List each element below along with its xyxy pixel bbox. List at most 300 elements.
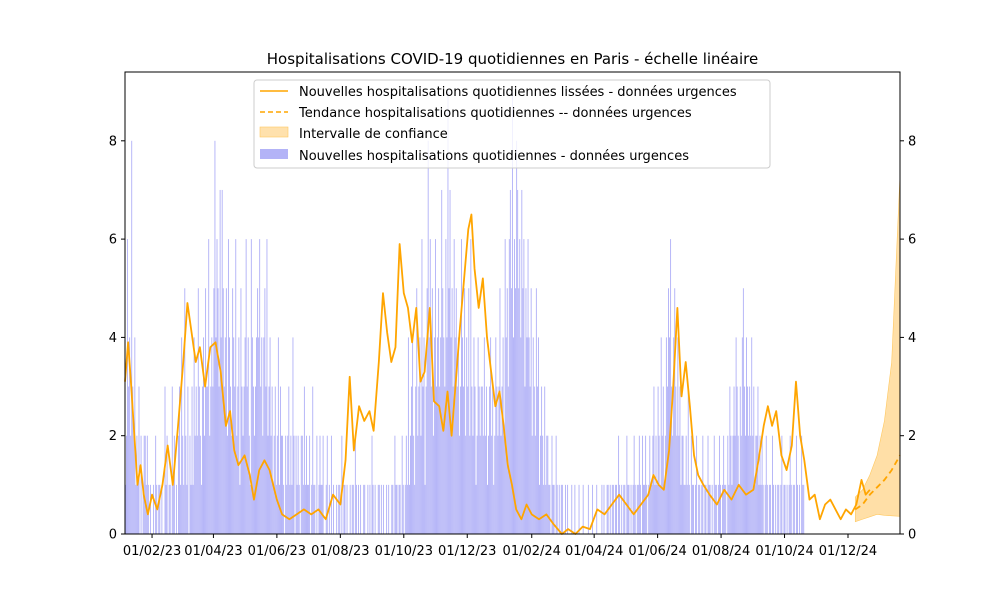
daily-bar xyxy=(744,387,745,534)
daily-bar xyxy=(455,337,456,534)
daily-bar xyxy=(520,337,521,534)
daily-bar xyxy=(740,387,741,534)
daily-bar xyxy=(225,337,226,534)
daily-bar xyxy=(765,485,766,534)
daily-bar xyxy=(191,485,192,534)
daily-bar xyxy=(333,485,334,534)
daily-bar xyxy=(438,288,439,534)
y-tick-label-left: 4 xyxy=(108,330,117,346)
daily-bar xyxy=(769,485,770,534)
daily-bar xyxy=(314,485,315,534)
daily-bar xyxy=(487,485,488,534)
daily-bar xyxy=(567,485,568,534)
daily-bar xyxy=(552,436,553,534)
daily-bar xyxy=(356,485,357,534)
daily-bar xyxy=(660,485,661,534)
daily-bar xyxy=(230,387,231,534)
daily-bar xyxy=(538,337,539,534)
daily-bar xyxy=(457,387,458,534)
daily-bar xyxy=(213,288,214,534)
daily-bar xyxy=(750,436,751,534)
daily-bar xyxy=(174,436,175,534)
x-tick-label: 01/06/24 xyxy=(628,544,687,559)
daily-bar xyxy=(727,436,728,534)
daily-bar xyxy=(308,485,309,534)
daily-bar xyxy=(400,485,401,534)
daily-bar xyxy=(752,436,753,534)
daily-bar xyxy=(289,485,290,534)
daily-bar xyxy=(252,337,253,534)
daily-bar xyxy=(182,436,183,534)
daily-bar xyxy=(626,436,627,534)
daily-bar xyxy=(297,485,298,534)
daily-bar xyxy=(677,337,678,534)
daily-bar xyxy=(378,485,379,534)
daily-bar xyxy=(481,387,482,534)
daily-bar xyxy=(751,337,752,534)
daily-bar xyxy=(446,337,447,534)
daily-bar xyxy=(464,288,465,534)
daily-bar xyxy=(326,485,327,534)
daily-bar xyxy=(176,485,177,534)
daily-bar xyxy=(483,436,484,534)
daily-bar xyxy=(720,485,721,534)
daily-bar xyxy=(763,485,764,534)
daily-bar xyxy=(183,485,184,534)
daily-bar xyxy=(635,485,636,534)
daily-bar xyxy=(381,485,382,534)
daily-bar xyxy=(248,337,249,534)
daily-bar xyxy=(571,485,572,534)
daily-bar xyxy=(748,436,749,534)
y-tick-label-left: 2 xyxy=(108,429,117,445)
daily-bar xyxy=(473,337,474,534)
daily-bar xyxy=(256,337,257,534)
daily-bar xyxy=(723,436,724,534)
daily-bar xyxy=(468,288,469,534)
daily-bar xyxy=(234,387,235,534)
daily-bar xyxy=(155,436,156,534)
daily-bar xyxy=(226,288,227,534)
daily-bar xyxy=(685,485,686,534)
daily-bar xyxy=(403,485,404,534)
legend xyxy=(254,80,770,168)
daily-bar xyxy=(675,387,676,534)
daily-bar xyxy=(534,387,535,534)
daily-bar xyxy=(549,485,550,534)
daily-bar xyxy=(661,337,662,534)
daily-bar xyxy=(731,485,732,534)
daily-bar xyxy=(350,485,351,534)
daily-bar xyxy=(270,337,271,534)
daily-bar xyxy=(742,337,743,534)
daily-bar xyxy=(496,387,497,534)
daily-bar xyxy=(495,337,496,534)
daily-bar xyxy=(360,485,361,534)
daily-bar xyxy=(734,387,735,534)
daily-bar xyxy=(169,485,170,534)
daily-bar xyxy=(373,485,374,534)
daily-bar xyxy=(710,485,711,534)
daily-bar xyxy=(579,485,580,534)
daily-bar xyxy=(198,288,199,534)
daily-bar xyxy=(268,436,269,534)
daily-bar xyxy=(363,485,364,534)
daily-bar xyxy=(259,239,260,534)
daily-bar xyxy=(693,485,694,534)
daily-bar xyxy=(383,485,384,534)
daily-bar xyxy=(633,485,634,534)
daily-bar xyxy=(347,485,348,534)
daily-bar xyxy=(266,239,267,534)
daily-bar xyxy=(445,239,446,534)
daily-bar xyxy=(463,387,464,534)
daily-bar xyxy=(681,485,682,534)
daily-bar xyxy=(443,337,444,534)
daily-bar xyxy=(253,387,254,534)
daily-bar xyxy=(323,436,324,534)
daily-bar xyxy=(133,436,134,534)
daily-bar xyxy=(663,387,664,534)
daily-bar xyxy=(797,485,798,534)
daily-bar xyxy=(178,436,179,534)
daily-bar xyxy=(294,436,295,534)
daily-bar xyxy=(754,485,755,534)
daily-bar xyxy=(559,485,560,534)
daily-bar xyxy=(193,485,194,534)
daily-bar xyxy=(565,485,566,534)
daily-bar xyxy=(261,337,262,534)
daily-bar xyxy=(407,485,408,534)
daily-bar xyxy=(296,436,297,534)
confidence-interval-band xyxy=(855,175,900,522)
legend-label-trend: Tendance hospitalisations quotidiennes -- données urgences xyxy=(299,106,692,121)
daily-bar xyxy=(480,436,481,534)
daily-bar xyxy=(272,387,273,534)
daily-bar xyxy=(423,387,424,534)
daily-bar xyxy=(704,485,705,534)
x-tick-label: 01/12/23 xyxy=(438,544,497,559)
daily-bar xyxy=(206,387,207,534)
y-tick-label-left: 0 xyxy=(108,527,117,543)
daily-bar xyxy=(413,436,414,534)
daily-bar xyxy=(273,485,274,534)
daily-bar xyxy=(275,387,276,534)
x-tick-label: 01/02/23 xyxy=(122,544,182,559)
daily-bar xyxy=(592,485,593,534)
legend-label-smoothed: Nouvelles hospitalisations quotidiennes lissées - données urgences xyxy=(299,85,737,100)
daily-bar xyxy=(222,190,223,534)
daily-bar xyxy=(642,436,643,534)
daily-bar xyxy=(507,288,508,534)
daily-bar xyxy=(537,387,538,534)
daily-bar xyxy=(313,485,314,534)
daily-bar xyxy=(309,436,310,534)
daily-bar xyxy=(793,485,794,534)
daily-bar xyxy=(454,239,455,534)
daily-bar xyxy=(263,337,264,534)
daily-bar xyxy=(190,436,191,534)
daily-bar xyxy=(526,288,527,534)
daily-bar xyxy=(211,337,212,534)
daily-bar xyxy=(644,485,645,534)
daily-bar xyxy=(150,485,151,534)
daily-bar xyxy=(392,485,393,534)
x-tick-label: 01/08/24 xyxy=(691,544,751,559)
daily-bar xyxy=(281,436,282,534)
daily-bar xyxy=(657,485,658,534)
daily-bar xyxy=(736,337,737,534)
daily-bar xyxy=(504,436,505,534)
x-tick-label: 01/04/23 xyxy=(184,544,243,559)
daily-bar xyxy=(735,436,736,534)
confidence-band-layer xyxy=(855,175,900,522)
daily-bar xyxy=(523,239,524,534)
x-tick-label: 01/10/24 xyxy=(755,544,814,559)
daily-bar xyxy=(231,436,232,534)
daily-bar xyxy=(312,387,313,534)
daily-bar xyxy=(624,485,625,534)
daily-bar xyxy=(684,485,685,534)
daily-bar xyxy=(498,387,499,534)
daily-bar xyxy=(202,387,203,534)
daily-bar xyxy=(415,387,416,534)
daily-bar xyxy=(243,436,244,534)
daily-bar xyxy=(345,485,346,534)
daily-bar xyxy=(796,436,797,534)
daily-bar xyxy=(666,337,667,534)
daily-bar xyxy=(283,485,284,534)
daily-bar xyxy=(772,436,773,534)
daily-bar xyxy=(199,387,200,534)
daily-bar xyxy=(282,436,283,534)
daily-bar xyxy=(221,337,222,534)
daily-bar xyxy=(194,337,195,534)
daily-bar xyxy=(257,288,258,534)
daily-bar xyxy=(410,436,411,534)
daily-bar xyxy=(634,436,635,534)
daily-bar xyxy=(612,485,613,534)
daily-bar xyxy=(431,387,432,534)
daily-bar xyxy=(733,436,734,534)
y-tick-label-right: 6 xyxy=(908,232,917,248)
daily-bar xyxy=(755,436,756,534)
daily-bar xyxy=(482,387,483,534)
daily-bar xyxy=(249,436,250,534)
daily-bar xyxy=(799,485,800,534)
daily-bar xyxy=(239,485,240,534)
daily-bar xyxy=(432,288,433,534)
daily-bar xyxy=(255,387,256,534)
daily-bar xyxy=(718,485,719,534)
x-tick-label: 01/04/24 xyxy=(564,544,624,559)
daily-bar xyxy=(701,485,702,534)
daily-bar xyxy=(493,485,494,534)
daily-bar xyxy=(339,485,340,534)
x-tick-label: 01/02/24 xyxy=(502,544,561,559)
daily-bar xyxy=(450,190,451,534)
daily-bar xyxy=(170,485,171,534)
daily-bar xyxy=(386,485,387,534)
daily-bar xyxy=(501,436,502,534)
daily-bar xyxy=(352,485,353,534)
daily-bar xyxy=(682,436,683,534)
daily-bar xyxy=(153,485,154,534)
daily-bar xyxy=(613,485,614,534)
daily-bar xyxy=(467,387,468,534)
y-tick-label-right: 8 xyxy=(908,134,917,150)
x-tick-label: 01/10/23 xyxy=(374,544,433,559)
daily-bar xyxy=(465,436,466,534)
daily-bar xyxy=(652,436,653,534)
daily-bar xyxy=(442,288,443,534)
daily-bar xyxy=(716,485,717,534)
daily-bar xyxy=(458,337,459,534)
daily-bar xyxy=(506,337,507,534)
daily-bar xyxy=(759,485,760,534)
daily-bar xyxy=(715,485,716,534)
daily-bar xyxy=(388,485,389,534)
y-tick-label-right: 2 xyxy=(908,429,917,445)
daily-bar xyxy=(336,485,337,534)
daily-bar xyxy=(258,337,259,534)
daily-bar xyxy=(514,239,515,534)
daily-bar xyxy=(196,387,197,534)
daily-bar xyxy=(417,436,418,534)
daily-bar xyxy=(557,485,558,534)
daily-bar xyxy=(773,485,774,534)
daily-bar xyxy=(766,436,767,534)
daily-bar xyxy=(466,337,467,534)
daily-bar xyxy=(180,485,181,534)
daily-bar xyxy=(166,485,167,534)
daily-bar xyxy=(201,485,202,534)
daily-bar xyxy=(778,485,779,534)
daily-bar xyxy=(562,485,563,534)
daily-bar xyxy=(737,387,738,534)
daily-bar xyxy=(588,485,589,534)
daily-bar xyxy=(695,485,696,534)
daily-bar xyxy=(610,485,611,534)
daily-bar xyxy=(604,485,605,534)
daily-bar xyxy=(197,436,198,534)
daily-bar xyxy=(491,436,492,534)
daily-bar xyxy=(803,485,804,534)
legend-patch-ci xyxy=(260,127,288,137)
y-axis-left xyxy=(109,134,125,542)
daily-bar xyxy=(301,436,302,534)
x-tick-label: 01/08/23 xyxy=(311,544,370,559)
daily-bar xyxy=(746,337,747,534)
daily-bar xyxy=(141,436,142,534)
daily-bar xyxy=(619,485,620,534)
x-axis xyxy=(123,534,877,559)
daily-bar xyxy=(494,436,495,534)
daily-bar xyxy=(505,239,506,534)
legend-label-ci: Intervalle de confiance xyxy=(299,127,448,142)
daily-bar xyxy=(207,387,208,534)
daily-bar xyxy=(531,288,532,534)
daily-bar xyxy=(185,436,186,534)
daily-bar xyxy=(462,337,463,534)
daily-bar xyxy=(767,485,768,534)
daily-bar xyxy=(775,485,776,534)
daily-bar xyxy=(785,485,786,534)
daily-bar xyxy=(238,337,239,534)
daily-bar xyxy=(618,436,619,534)
daily-bar xyxy=(228,239,229,534)
daily-bar xyxy=(306,436,307,534)
daily-bar xyxy=(379,485,380,534)
daily-bar xyxy=(503,337,504,534)
daily-bar xyxy=(409,485,410,534)
daily-bar xyxy=(497,436,498,534)
daily-bar xyxy=(343,485,344,534)
daily-bar xyxy=(686,436,687,534)
daily-bar xyxy=(437,337,438,534)
daily-bar xyxy=(210,387,211,534)
daily-bar xyxy=(556,436,557,534)
daily-bar xyxy=(678,436,679,534)
daily-bar xyxy=(217,239,218,534)
daily-bar xyxy=(285,436,286,534)
daily-bar xyxy=(615,485,616,534)
daily-bar xyxy=(728,485,729,534)
daily-bar xyxy=(307,485,308,534)
daily-bar xyxy=(394,436,395,534)
daily-bar xyxy=(460,387,461,534)
daily-bar xyxy=(674,288,675,534)
daily-bar xyxy=(369,485,370,534)
daily-bar xyxy=(421,239,422,534)
daily-bar xyxy=(192,387,193,534)
daily-bar xyxy=(699,485,700,534)
daily-bar xyxy=(391,485,392,534)
daily-bar xyxy=(406,436,407,534)
daily-bar xyxy=(216,337,217,534)
daily-bar xyxy=(653,387,654,534)
daily-bar xyxy=(135,485,136,534)
daily-bar xyxy=(623,485,624,534)
daily-bar xyxy=(440,337,441,534)
daily-bar xyxy=(546,436,547,534)
daily-bar xyxy=(311,485,312,534)
daily-bar xyxy=(260,387,261,534)
daily-bar xyxy=(433,436,434,534)
daily-bar xyxy=(627,485,628,534)
daily-bar xyxy=(430,239,431,534)
daily-bar xyxy=(172,387,173,534)
daily-bar xyxy=(646,485,647,534)
daily-bar xyxy=(743,288,744,534)
daily-bar xyxy=(745,436,746,534)
daily-bar xyxy=(500,288,501,534)
daily-bar xyxy=(227,436,228,534)
daily-bar xyxy=(204,436,205,534)
daily-bar xyxy=(411,387,412,534)
daily-bar xyxy=(144,436,145,534)
daily-bar xyxy=(420,436,421,534)
daily-bar xyxy=(429,337,430,534)
daily-bar xyxy=(749,387,750,534)
daily-bar xyxy=(545,485,546,534)
daily-bar xyxy=(651,485,652,534)
daily-bar xyxy=(729,387,730,534)
daily-bar xyxy=(787,485,788,534)
x-tick-label: 01/06/23 xyxy=(247,544,307,559)
daily-bar xyxy=(783,485,784,534)
daily-bar xyxy=(519,239,520,534)
